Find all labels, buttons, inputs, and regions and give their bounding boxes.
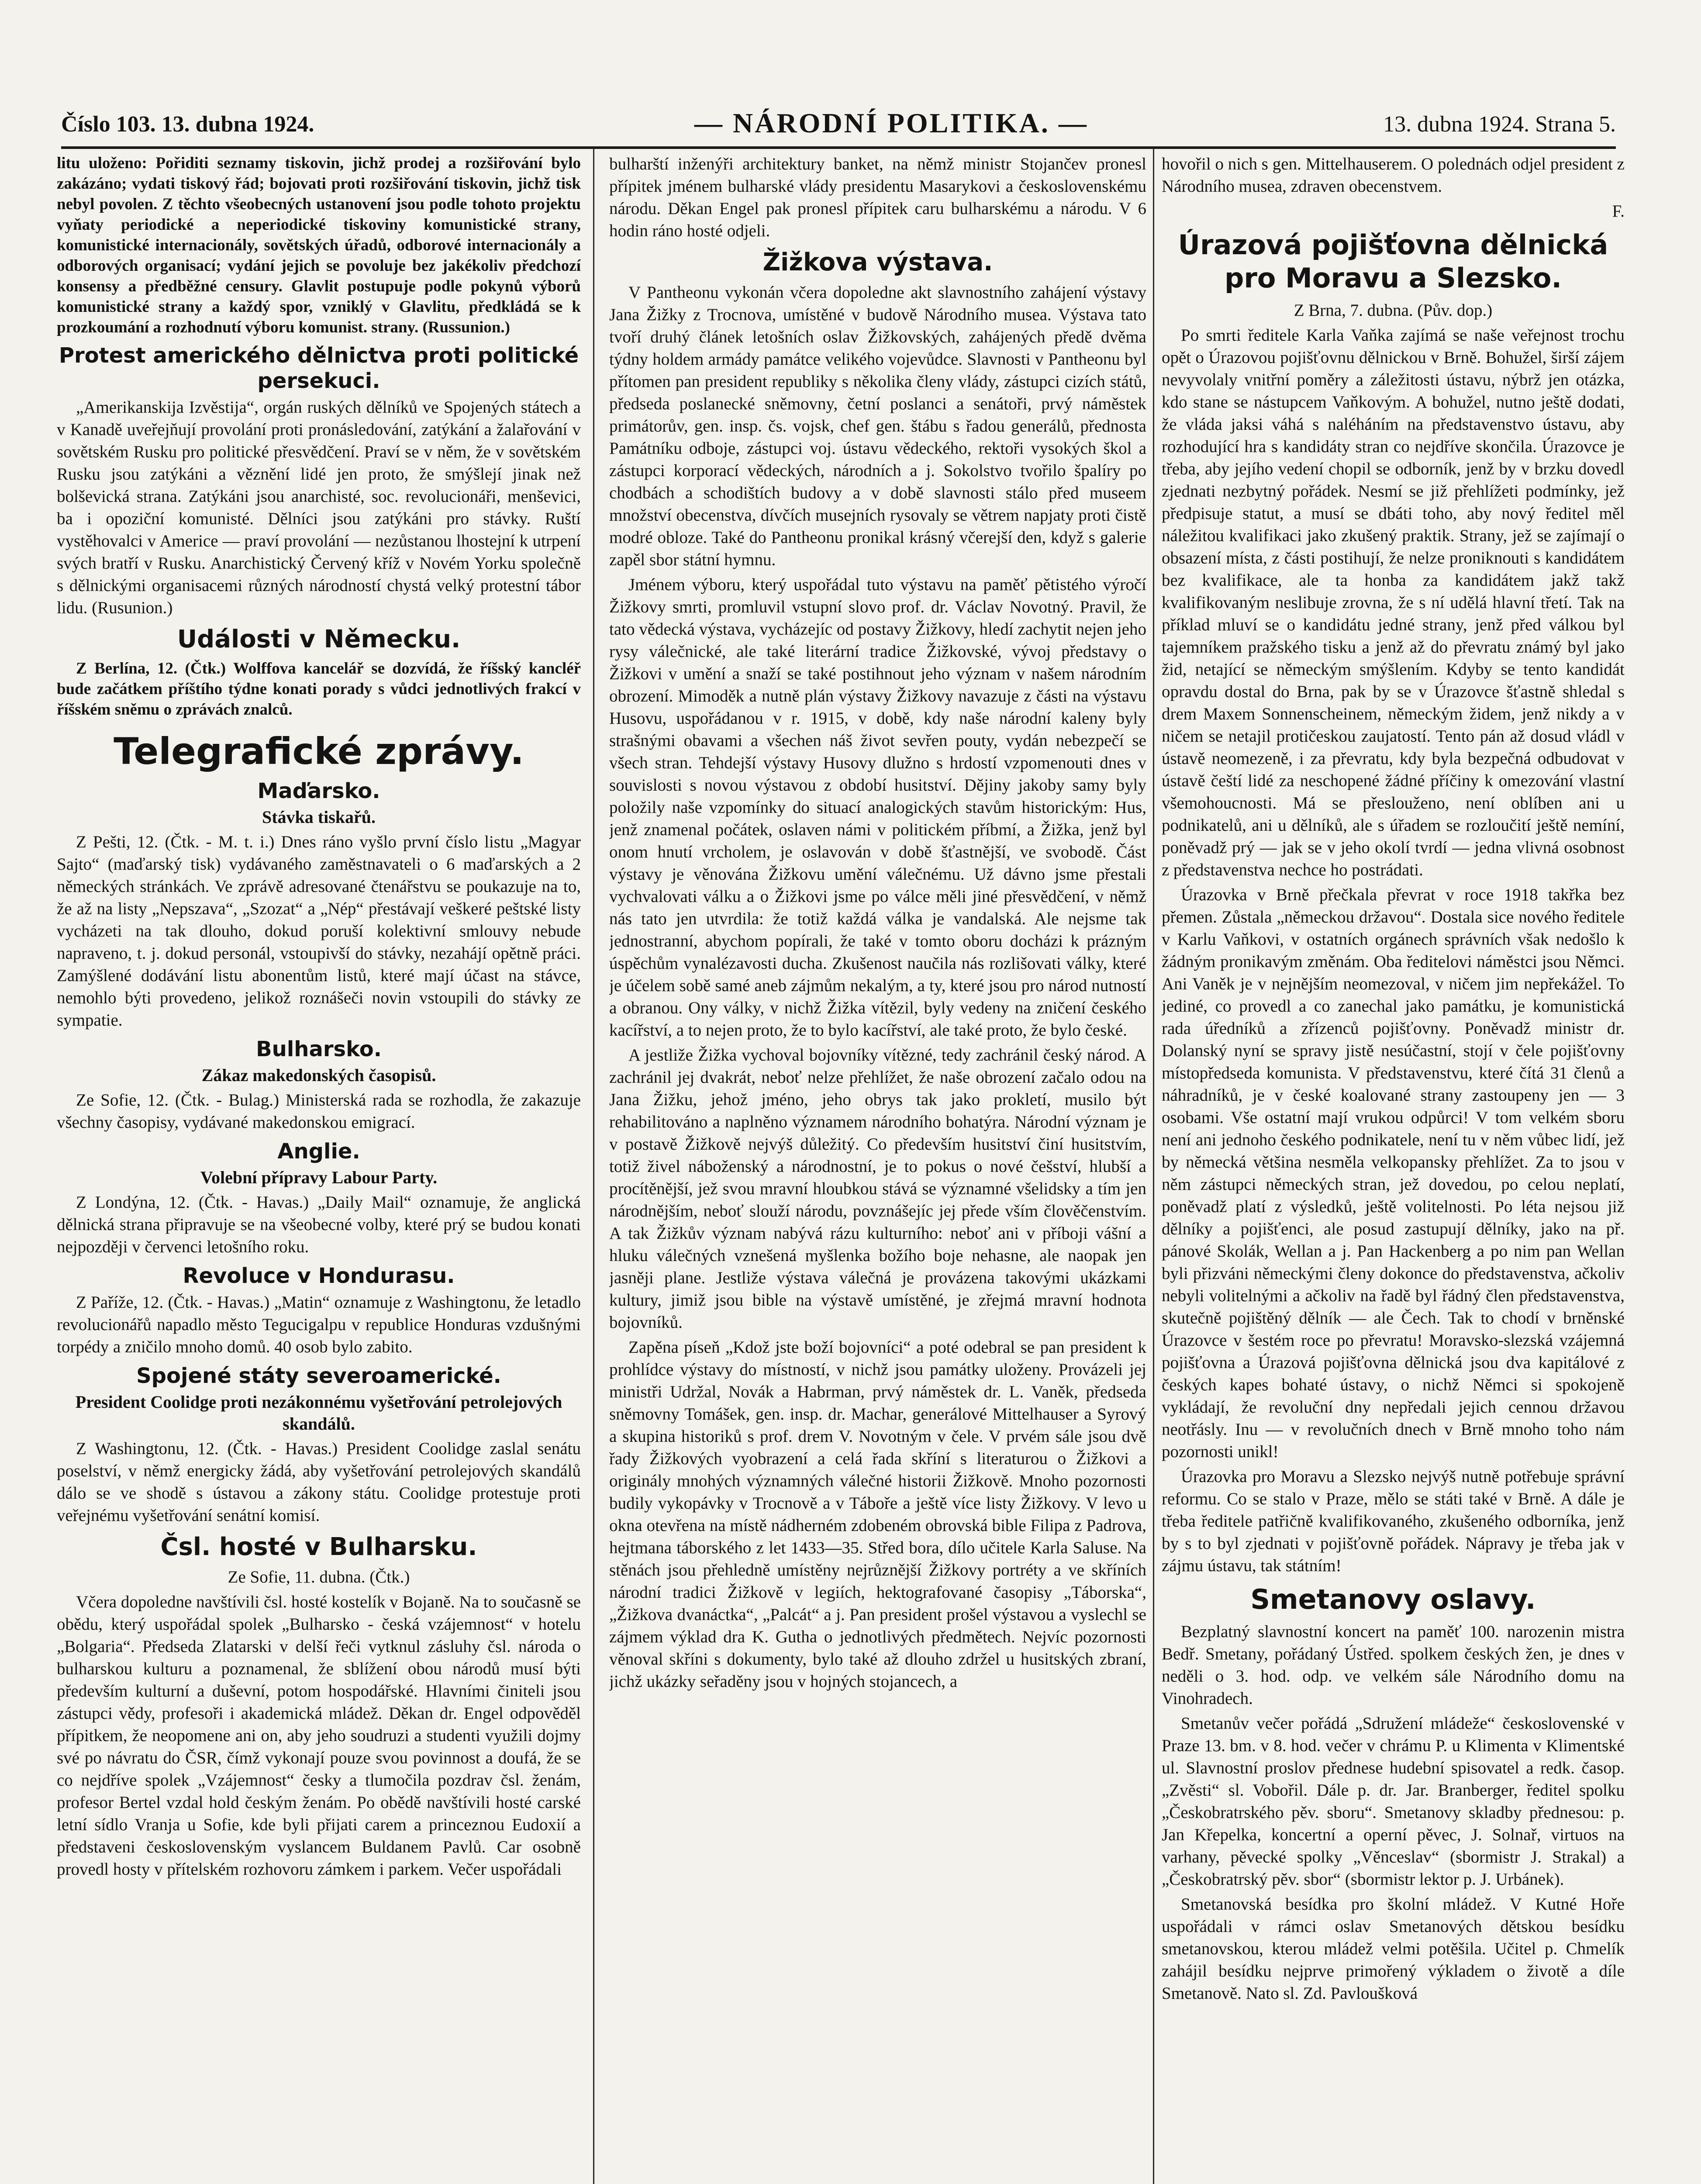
article-heading-smetana: Smetanovy oslavy. — [1250, 1583, 1536, 1615]
intro-paragraph: litu uloženo: Pořiditi seznamy tiskovin, jichž prodej a rozšiřování bylo zakázáno; vydati tiskový řád; bojovati proti rozšiřování tiskovin, jichž tisk nebyl povolen. Z těchto všeobecných ustanovení jsou podle tohoto projektu vyňaty periodické a neperiodické tiskoviny komunistické strany, komunistické internacionály, sovětských úřadů, odborové internacionály a odborových organisací; vydání jejich se povoluje bez jakékoliv předchozí konsensy a předběžné censury. Glavlit postupuje podle pokynů výborů komunistické strany a každý spor, vzniklý v Glavlitu, předkládá se k prozkoumání a rozhodnutí výboru komunist. strany. (Russunion.) — [57, 154, 581, 336]
insurance-paragraph-1: Po smrti ředitele Karla Vaňka zajímá se naše veřejnost trochu opět o Úrazovou pojišťovnu dělnickou v Brně. Bohužel, širší zájem nevyvolaly vnitřní poměry a záležitosti ústavu, nýbrž jen otázka, kdo stane se nástupcem Vaňkovým. A bohužel, nutno ještě dodati, že vláda jaksi váhá s naléháním na představenstvo ústavu, aby rozhodující hra s kandidáty stran co nejdříve skončila. Úrazovce je třeba, aby jejího vedení chopil se odborník, jenž by v brzku dovedl zjednati nezbytný pořádek. Nesmí se již přehlížeti podmínky, jež předpisuje statut, a musí se dbáti toho, aby nový ředitel měl náležitou kvalifikaci jako zkušený praktik. Strany, jež se zajímají o obsazení místa, z části postihují, že nelze proniknouti s kandidátem bez kvalifikace, ale ta honba za kandidátem jakž takž kvalifikovaným neslibuje zrovna, že s ní udělá hlavní třetí. Tak na příklad mluví se o kandidátu jedné strany, jenž před válkou byl tajemníkem pražského tisku a jenž až do převratu známý byl jako žid, netající se německým smýšlením. Kdyby se tento kandidát opravdu dostal do Brna, pak by se v Úrazovce šťastně shledal s drem Maxem Sonnenscheinem, německým židem, jenž nikdy a v ničem se netajil protičeskou zaujatostí. Tento pán až dosud vládl v ústavě neomezeně, i za převratu, kdy byla bezpečná odbudovat v ústavě čeští lidé za neschopené žádné příčiny k omezování vlastní všemohoucnosti. Má se přeslouženo, není oblíben ani u podnikatelů, ani u dělníků, ale s úřadem se rozloučití ještě nemíní, poněvadž prý — jak se v jeho okolí tvrdí — jedna vlivná osobnost z představenstva nechce ho postrádati. — [1162, 326, 1625, 879]
article-text-germany: Z Berlína, 12. (Čtk.) Wolffova kancelář se dozvídá, že říšský kancléř bude začátkem příštího týdne konati porady s vůdci jednotlivých frakcí v říšském sněmu o zprávách znalců. — [57, 660, 581, 719]
zizka-paragraph-1: V Pantheonu vykonán včera dopoledne akt slavnostního zahájení výstavy Jana Žižky z Trocnova, umístěné v budově Národního musea. Výstava tato tvoří druhý článek letošních oslav Žižkovských, zahájených předě dvěma týdny holdem armády památce velikého vojevůdce. Slavnosti v Pantheonu byl přítomen pan president republiky s několika členy vlády, zástupci cizích států, předseda poslanecké sněmovny, četní poslanci a senátoři, prvý náměstek primátorův, gen. insp. čs. vojsk, chef gen. štábu s řadou generálů, přednosta Památníku odboje, zástupci voj. ústavu vědeckého, rektoři vysokých škol a zástupci korporací vědeckých, národních a j. Sokolstvo tvořilo špalíry po chodbách a schodištích budovy a v době slavnosti stálo před museem množství obecenstva, dívčích musejních rysovaly se větrem napjaty proti čistě modré obloze. Také do Pantheonu pronikal krásný včerejší den, když s galerie zapěl sbor státní hymnu. — [609, 283, 1146, 569]
column-rule-2 — [1153, 149, 1154, 2184]
insurance-paragraph-2: Úrazovka v Brně přečkala převrat v roce 1918 takřka bez přemen. Zůstala „německou državou“. Dostala sice nového ředitele v Karlu Vaňkovi, v ostatních orgánech správních však nedošlo k žádným pronikavým změnám. Oba ředitelovi náměstci jsou Němci. Ani Vaněk je v nejnějším neomezoval, v ničem jim nepřekážel. To jediné, co provedl a co zanechal jako památku, je komunistická rada úředníků a zřízenců pojišťovny. Poněvadž ministr dr. Dolanský nyní se spravy jistě nesúčastní, stojí v čele pojišťovny místopředseda komunista. V představenstvu, které čítá 31 členů a náhradníků, je v české koalované strany zastoupeny jen — 3 osobami. Vše ostatní mají vrukou odpůrci! V tom velkém sboru není ani jednoho českého podnikatele, není tu v něm vůbec lidí, jež by německá většina nesměla velkopansky přehlížet. Za to jsou v něm zástupci německých stran, jež dovedou, po celou neplatí, poněvadž platí z výsledků, ještě volitelnosti. Po léta nejsou již dělníky a pojišťenci, ale posud zastupují dělníky, jako na př. pánové Skolák, Wellan a j. Pan Hackenberg a po nim pan Wellan byli přizváni německými členy dokonce do představenstva, ačkoliv nebyli volitelnými a ačkoliv na řadě byl řádný člen představenstva, skutečně pojištěný dělník — ale Čech. Tak to chodí v brněnské Úrazovce v šestém roce po převratu! Moravsko-slezská vzájemná pojišťovna a Úrazová pojišťovna dělnická jsou dva kapitálové z českých kapes bohaté ústavy, o nichž Němci si spokojeně vykládají, že revoluční dny nepředali jejich cennou državou neotřásly. Inu — v revolučních dnech v Brně mnoho toho nám pozornosti unikl! — [1162, 885, 1625, 1461]
subheading-labour: Volební přípravy Labour Party. — [200, 1168, 438, 1187]
column-rule-1 — [593, 149, 594, 2184]
issue-number-date: Číslo 103. 13. dubna 1924. — [61, 112, 314, 137]
date-page-number: 13. dubna 1924. Strana 5. — [1383, 112, 1616, 137]
zizka-paragraph-4: Zapěna píseň „Kdož jste boží bojovníci“ a poté odebral se pan president k prohlídce výstavy do místností, v nichž jsou památky uloženy. Provázeli jej ministři Udržal, Novák a Habrman, prvý náměstek dr. L. Vaněk, předseda sněmovny Tomášek, gen. insp. dr. Machar, generálové Mittelhauser a Syrový a skupina historiků s prof. drem V. Novotným v čele. V prvém sále jsou dvě řady Žižkových vyobrazení a celá řada skříní s literaturou o Žižkovi a originály mnohých významných válečné historii Žižkově. Mnoho pozornosti budily vykopávky v Trocnově a v Táboře a ještě více listy Žižkovy. V levo u okna otevřena na místě nádherném zdobeném obrovská bible Filipa z Padrova, hejtmana táborského z let 1433—35. Střed bora, dílo učitele Karla Saluse. Na stěnách jsou přehledně umístěny nejrůznější Žižkovy portréty a ve skříních národní tradici Žižkově v legiích, hektografované časopisy „Táborska“, „Žižkova dvanáctka“, „Palcát“ a j. Pan president prošel výstavou a vyslechl se zájmem výklad dra K. Gutha o jednotlivých předmětech. Nejvíc pozornosti věnoval skříni s dokumenty, bylo také až dlouho zdržel u husitských zbraní, jichž ukázky seřaděny jsou v hojných stojancech, a — [609, 1338, 1146, 1691]
zizka-paragraph-2: Jménem výboru, který uspořádal tuto výstavu na paměť pětistého výročí Žižkovy smrti, promluvil vstupní slovo prof. dr. Václav Novotný. Pravil, že tato vědecká výstava, vycházejíc od postavy Žižkovy, hledí zachytit nejen jeho rysy válečnické, ale také literární tradice Žižkovské, vývoj představy o Žižkovi v umění a snaží se také postihnout jeho význam v našem národním obrození. Mimoděk a nutně plán výstavy Žižkovy navazuje z části na výstavu Husovu, uspořádanou v r. 1915, v době, kdy naše národní kaleny byly strašnými obavami a všechen náš život sevřen pouty, vydán nebezpečí se všech stran. Tehdejší výstavy Husovy dlužno s hrdostí vzpomenouti dnes v souvislosti s novou výstavou z období husitství. Dějiny jakoby samy byly položily naše vzpomínky do situací analogických stavům historickým: Hus, jenž znamenal počátek, oslaven námi v politickém příbmí, a Žižka, jenž byl onom hnutí vrcholem, je oslavován v době šťastnější, ve svobodě. Část výstavy je věnována Žižkovu umění válečnému. Už dávno jsme přestali vychvalovati válku a o Žižkovi jsme po válce měli jiné přesvědčení, v němž nás tato jen utvrdila: že totiž každá válka je vandalská. Ale nejsme tak jednostranní, abychom popírali, že také v tomto oboru docházi k prázným úspěchům vynalézavosti ducha. Zkušenost naučila nás rozlišovati války, které je účelem sobě samé aneb zájmům nekalým, a ty, které jsou pro národ nutností a obranou. Ony války, v nichž Žižka vítězil, byly vedeny na zničení českého kacířství, a to nejen proto, že to bylo kacířství, ale také proto, že bylo české. — [609, 575, 1146, 1040]
zizka-paragraph-3: A jestliže Žižka vychoval bojovníky vítězné, tedy zachránil český národ. A zachránil jej dvakrát, neboť nelze přehlížet, že naše obrození začalo odou na Jana Žižku, jehož jméno, jeho obrys tak jako prokletí, musilo být rehabilitováno a naplněno významem národního bohatýra. Národní význam je v postavě Žižkově nejvýš důležitý. Co především husitství činí husitstvím, totiž živel náboženský a národnostní, je to pokus o nové češství, hlubší a procítěnější, jež svou mravní hloubkou stává se významné všelidsky a tím jen národnějším, neboť slouží národu, povznášejíc jej přede vším člověčenstvím. A tak Žižkův význam nabývá rázu kulturního: neboť ani v příboji vášní a hluku válečných vznešená myšlenka božího boje nehasne, ale naopak jen jasněji plane. Jestliže výstava válečná je provázena takovými ukázkami kultury, jimiž jsou bible na výstavě umístěné, je zřejmá mravní hodnota bojovníků. — [609, 1046, 1146, 1332]
article-text-protest: „Amerikanskija Izvěstija“, orgán ruských dělníků ve Spojených státech a v Kanadě uveřejňují provolání proti pronásledování, zatýkání a žalařování v sovětském Rusku pro politické přesvědčení. Praví se v něm, že v sovětském Rusku jsou zatýkáni a věznění lidé jen proto, že smýšlejí jinak než bolševická strana. Zatýkáni jsou anarchisté, soc. revolucionáři, menševici, ba i opoziční komunisté. Dělníci jsou zatýkáni pro stávky. Ruští vystěhovalci v Americe — praví provolání — nezůstanou lhostejní k utrpení svých bratří v Rusku. Anarchistický Červený kříž v Novém Yorku společně s dělnickými organisacemi různých národností chystá velký protestní tábor lidu. (Rusunion.) — [57, 398, 581, 617]
article-text-guests-bulgaria: Včera dopoledne navštívili čsl. hosté kostelík v Bojaně. Na to současně se obědu, který uspořádal spolek „Bulharsko - česká vzájemnost“ v hotelu „Bolgaria“. Předseda Zlatarski v delší řeči vytknul zásluhy čsl. národa o bulharskou kulturu a poznamenal, že sblížení obou národů musí býti především kulturní a duševní, potom hospodářské. Hlavními činiteli jsou zástupci vědy, profesoři i akademická mládež. Děkan dr. Engel odpověděl přípitkem, že neopomene ani on, aby jeho soudruzi a studenti využili dojmy své po návratu do ČSR, čímž vykonají pouze svou povinnost a doufá, že se co nejdříve spolek „Vzájemnost“ česky a tlumočila pozdrav čsl. ženám, profesor Bertel vzdal hold českým ženám. Po obědě navštívili hosté carské letní sídlo Vranja u Sofie, kde byli přijati carem a princeznou Eudoxií a představeni československým vyslancem Buldanem Pavlů. Car osobně provedl hosty v přítelském rozhovoru zámkem i parkem. Večer uspořádali — [57, 1593, 581, 1879]
newspaper-title: — NÁRODNÍ POLITIKA. — — [694, 107, 1088, 138]
column-3 — [1162, 153, 1625, 2184]
article-text-honduras: Z Paříže, 12. (Čtk. - Havas.) „Matin“ oznamuje z Washingtonu, že letadlo revolucionářů napadlo město Tegucigalpu v republice Honduras vzdušnými torpédy a zničilo mnoho domů. 40 osob bylo zabito. — [57, 1293, 581, 1356]
subheading-honduras: Revoluce v Hondurasu. — [183, 1264, 455, 1288]
subheading-strike: Stávka tiskařů. — [262, 807, 376, 827]
article-text-usa: Z Washingtonu, 12. (Čtk. - Havas.) President Coolidge zaslal senátu poselství, v němž energicky žádá, aby vyšetřování petrolejových skandálů dálo se ve shodě s ústavou a zákony státu. Coolidge protestuje proti veřejnému vyšetřování senátní komisí. — [57, 1439, 581, 1525]
column-2 — [609, 153, 1146, 2184]
article-text-england: Z Londýna, 12. (Čtk. - Havas.) „Daily Mail“ oznamuje, že anglická dělnická strana připravuje se na všeobecné volby, které prý se budou konati nejpozději v červenci letošního roku. — [57, 1193, 581, 1256]
article-text-hungary: Z Pešti, 12. (Čtk. - M. t. i.) Dnes ráno vyšlo první číslo listu „Magyar Sajto“ (maďarský tisk) vydávaného zaměstnavateli o 6 maďarských a 2 německých stránkách. Ve zprávě adresované čtenářstvu se poukazuje na to, že až na listy „Nepszava“, „Szozat“ a „Nép“ přestávají veškeré peštské listy vycházeti na tak dlouho, dokud poruší kolektivní smlouvy nebude napraveno, t. j. dokud personál, vstoupivší do stávky, nezahájí opětně práci. Zamýšlené dodávání listu abonentům listů, které mají účast na stávce, nemohlo býti provedeno, jelikož roznášeči novin vstoupili do stávky ze sympatie. — [57, 833, 581, 1030]
article-heading-guests-bulgaria: Čsl. hosté v Bulharsku. — [160, 1533, 477, 1561]
smetana-paragraph-2: Smetanův večer pořádá „Sdružení mládeže“ československé v Praze 13. bm. v 8. hod. večer v chrámu P. u Klimenta v Klimentské ul. Slavnostní proslov přednese hudební spisovatel a redk. časop. „Zvěsti“ sl. Vobořil. Dále p. dr. Jar. Branberger, ředitel spolku „Českobratrského pěv. sboru“. Smetanovy skladby přednesou: p. Jan Křepelka, koncertní a operní pěvec, J. Solnař, virtuos na varhany, pěvecké spolky „Věnceslav“ (sbormistr J. Strakal) a „Českobratrský pěv. sbor“ (sbormistr lektor p. J. Urbánek). — [1162, 1714, 1625, 1889]
article-heading-zizka-exhibition: Žižkova výstava. — [763, 248, 993, 276]
section-heading-telegraph: Telegrafické zprávy. — [114, 730, 524, 773]
article-heading-protest: Protest amerického dělnictva proti politické persekuci. — [59, 343, 579, 393]
dateline-sofia: Ze Sofie, 11. dubna. (Čtk.) — [228, 1568, 410, 1586]
subheading-usa: Spojené státy severoamerické. — [136, 1364, 501, 1388]
subheading-bulgaria: Bulharsko. — [256, 1037, 382, 1061]
continued-text-zizka: hovořil o nich s gen. Mittelhauserem. O polednách odjel president z Národního musea, zdraven obecenstvem. — [1162, 155, 1625, 196]
subheading-coolidge: President Coolidge proti nezákonnému vyšetřování petrolejových skandálů. — [75, 1392, 562, 1434]
page-header — [61, 107, 1616, 149]
column-1 — [57, 153, 581, 2184]
smetana-paragraph-3: Smetanovská besídka pro školní mládež. V Kutné Hoře uspořádali v rámci oslav Smetanových dětskou besídku smetanovskou, kterou mládež velmi potěšila. Učitel p. Chmelík zahájil besídku nejprve primořený výkladem o životě a díle Smetanově. Nato sl. Zd. Pavloušková — [1162, 1895, 1625, 2003]
article-text-bulgaria: Ze Sofie, 12. (Čtk. - Bulag.) Ministerská rada se rozhodla, že zakazuje všechny časopisy, vydávané makedonskou emigrací. — [57, 1091, 581, 1132]
subheading-england: Anglie. — [277, 1139, 360, 1164]
subheading-hungary: Maďarsko. — [257, 779, 380, 803]
article-heading-germany: Události v Německu. — [177, 625, 461, 653]
subheading-macedonian-ban: Zákaz makedonských časopisů. — [201, 1065, 436, 1085]
insurance-paragraph-3: Úrazovka pro Moravu a Slezsko nejvýš nutně potřebuje správní reformu. Co se stalo v Praze, mělo se státi také v Brně. A dále je třeba ředitele patřičně kvalifikovaného, zkušeného odborníka, jenž by s to byl zjednati v pojišťovně pořádek. Nápravy je třeba jak v zájmu ústavu, tak státním! — [1162, 1467, 1625, 1575]
continued-text-guests: bulharští inženýři architektury banket, na němž ministr Stojančev pronesl přípitek jménem bulharské vlády presidentu Masarykovi a československému národu. Děkan Engel pak pronesl přípitek caru bulharskému a národu. V 6 hodin ráno hosté odjeli. — [609, 155, 1146, 240]
smetana-paragraph-1: Bezplatný slavnostní koncert na paměť 100. narozenin mistra Bedř. Smetany, pořádaný Ústřed. spolkem českých žen, je dnes v neděli o 3. hod. odp. ve velkém sále Národního domu na Vinohradech. — [1162, 1622, 1625, 1708]
article-heading-accident-insurance: Úrazová pojišťovna dělnická pro Moravu a Slezsko. — [1178, 229, 1608, 294]
dateline-brno: Z Brna, 7. dubna. (Pův. dop.) — [1294, 301, 1493, 320]
author-signature: F. — [1612, 202, 1625, 221]
